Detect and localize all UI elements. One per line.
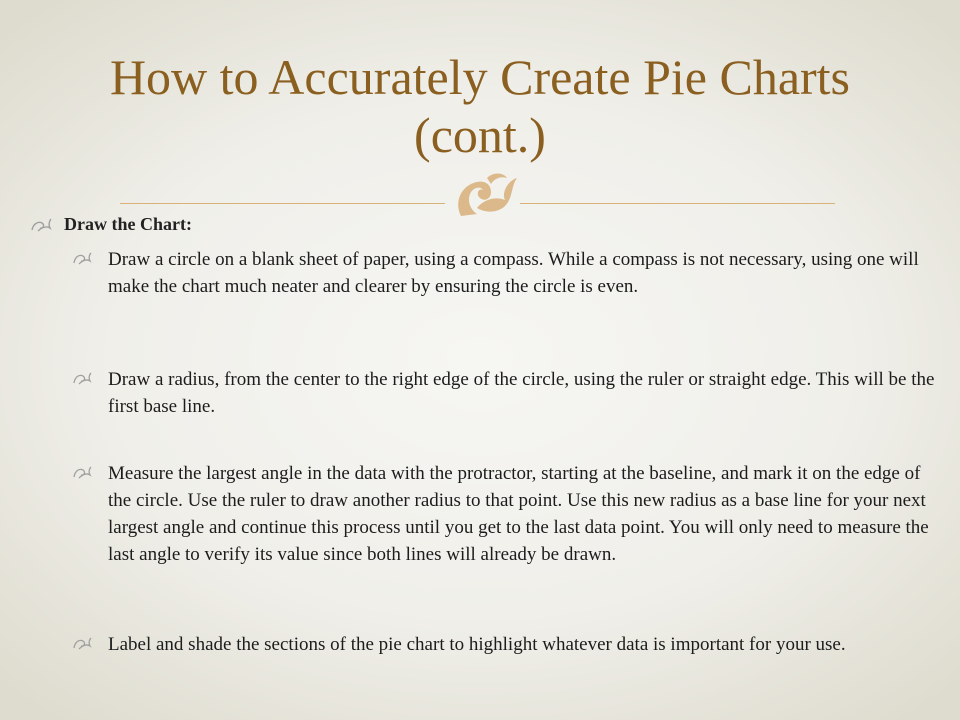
list-item-text: Label and shade the sections of the pie chart to highlight whatever data is important for your use. <box>108 634 846 655</box>
fleuron-bullet-icon <box>72 371 92 385</box>
list-item-text: Draw a circle on a blank sheet of paper, using a compass. While a compass is not necessary, using one will make the chart much neater and clearer by ensuring the circle is even. <box>108 249 919 297</box>
fleuron-bullet-icon <box>72 636 92 650</box>
list-item-text: Measure the largest angle in the data with the protractor, starting at the baseline, and mark it on the edge of the circle. Use the ruler to draw another radius to that point. Use this new radius as a base line for your next largest angle and continue this process until you get to the last data point. You will only need to measure the last angle to verify its value since both lines will already be drawn. <box>108 463 929 565</box>
list-item-text: Draw a radius, from the center to the right edge of the circle, using the ruler or straight edge. This will be the first base line. <box>108 369 935 417</box>
fleuron-ornament-icon <box>447 170 519 220</box>
slide-title: How to Accurately Create Pie Charts (cont.) <box>109 49 851 163</box>
section-heading <box>30 214 192 235</box>
fleuron-bullet-icon <box>30 217 52 233</box>
fleuron-bullet-icon <box>72 251 92 265</box>
fleuron-bullet-icon <box>72 465 92 479</box>
title-divider-right <box>520 203 835 204</box>
section-heading-text: Draw the Chart: <box>64 214 192 234</box>
title-divider-left <box>120 203 445 204</box>
